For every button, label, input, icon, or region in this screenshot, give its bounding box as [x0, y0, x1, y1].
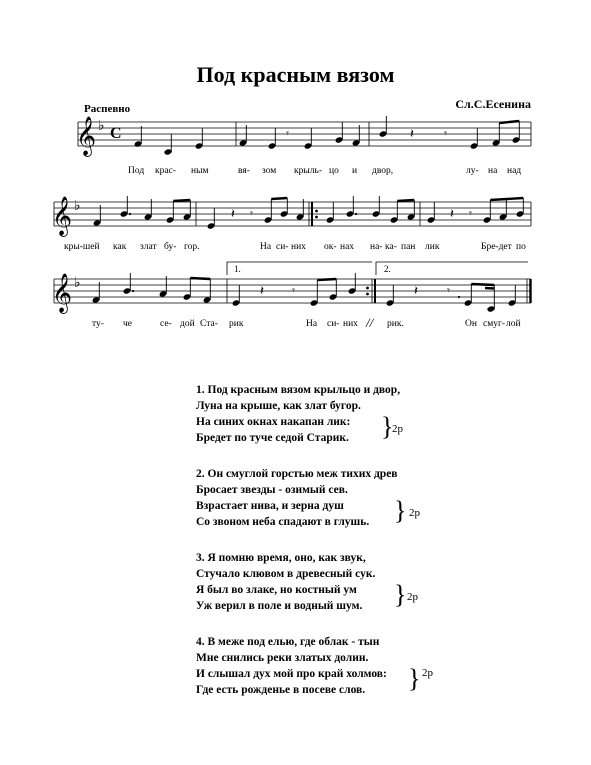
- syllable: крыль-: [294, 166, 322, 176]
- verse-line: Стучало клювом в древесный сук.: [196, 568, 376, 580]
- svg-text:𝄽: 𝄽: [231, 207, 235, 222]
- svg-text:𝄽: 𝄽: [410, 127, 414, 142]
- syllable: Бре-дет: [481, 242, 512, 252]
- syllable: Ста-: [200, 319, 218, 329]
- syllable: по: [516, 242, 526, 252]
- verse-line: 4. В меже под елью, где облак - тын: [196, 636, 380, 648]
- flat-sign-icon: ♭: [74, 198, 81, 214]
- syllable: на: [488, 166, 498, 176]
- treble-clef-icon: 𝄞: [52, 196, 73, 236]
- verse-line: Луна на крыше, как злат бугор.: [196, 400, 361, 412]
- syllable: на-: [370, 242, 383, 252]
- syllable: лик: [425, 242, 440, 252]
- syllable: пан: [401, 242, 416, 252]
- flat-sign-icon: ♭: [98, 118, 105, 134]
- syllable: и: [352, 166, 358, 176]
- syllable: Он: [465, 319, 477, 329]
- repeat-mark: 2р: [409, 507, 420, 519]
- syllable: злат: [140, 242, 157, 252]
- syllable: кры-шей: [64, 242, 100, 252]
- syllable: се-: [160, 319, 172, 329]
- syllable: рик.: [387, 319, 404, 329]
- syllable: ным: [191, 166, 209, 176]
- verse-line: На синих окнах накапан лик:: [196, 416, 351, 428]
- brace-icon: }: [381, 412, 394, 441]
- verse-line: Мне снились реки златых долин.: [196, 652, 369, 664]
- syllable: вя-: [238, 166, 250, 176]
- verse-line: Бредет по туче седой Старик.: [196, 432, 349, 444]
- verse-line: И слышал дух мой про край холмов:: [196, 668, 387, 680]
- common-time-icon: C: [110, 125, 122, 142]
- verse-line: Бросает звезды - озимый сев.: [196, 484, 348, 496]
- syllable: ок-: [324, 242, 337, 252]
- syllable: них: [343, 319, 358, 329]
- verse-line: Я был во злаке, но костный ум: [196, 584, 357, 596]
- syllable: двор,: [372, 166, 394, 176]
- volta-1: 1.: [234, 264, 241, 274]
- syllable: лой: [506, 319, 521, 329]
- syllable: над: [507, 166, 522, 176]
- verse-line: Уж верил в поле и водный шум.: [196, 600, 363, 612]
- flat-sign-icon: ♭: [74, 275, 81, 291]
- verse-line: 3. Я помню время, оно, как звук,: [196, 552, 366, 564]
- syllable: си-: [327, 319, 340, 329]
- verse-line: 1. Под красным вязом крыльцо и двор,: [196, 384, 401, 396]
- repeat-mark: 2р: [407, 591, 418, 603]
- syllable: че: [123, 319, 132, 329]
- svg-text:𝄽: 𝄽: [260, 284, 264, 299]
- syllable: крас-: [155, 166, 176, 176]
- repeat-mark: 2р: [422, 667, 433, 679]
- staff-system-1: [76, 116, 531, 157]
- syllable: ка-: [385, 242, 397, 252]
- verse-line: Взрастает нива, и зерна душ: [196, 500, 344, 512]
- verse-line: Где есть рожденье в посеве слов.: [196, 684, 366, 696]
- syllable: зом: [262, 166, 277, 176]
- svg-text:𝄾: 𝄾: [286, 127, 289, 140]
- verse-1: [196, 382, 403, 446]
- brace-icon: }: [394, 580, 407, 609]
- lyricist-credit: Сл.С.Есенина: [455, 97, 531, 111]
- syllable: На: [260, 242, 272, 252]
- notes-system-2: [93, 196, 525, 230]
- syllable: бу-: [164, 242, 177, 252]
- syllable: нах: [340, 242, 355, 252]
- brace-icon: }: [408, 664, 421, 693]
- staff-system-3: [52, 262, 531, 314]
- tempo-marking: Распевно: [84, 103, 131, 115]
- syllable: На: [306, 319, 318, 329]
- syllable: рик: [229, 319, 244, 329]
- brace-icon: }: [394, 496, 407, 525]
- repeat-mark: 2р: [392, 423, 403, 435]
- syllable: си-: [276, 242, 289, 252]
- song-title: Под красным вязом: [196, 62, 395, 87]
- verse-4: [196, 634, 433, 698]
- svg-text:𝄽: 𝄽: [450, 207, 454, 222]
- svg-text:𝄾: 𝄾: [250, 207, 253, 220]
- verse-3: [196, 550, 418, 614]
- verse-2: [196, 466, 420, 530]
- treble-clef-icon: 𝄞: [76, 116, 97, 156]
- verse-line: Со звоном неба спадают в глушь.: [196, 516, 370, 528]
- syllable: дой: [180, 319, 195, 329]
- verse-line: 2. Он смуглой горстью меж тихих древ: [196, 468, 398, 480]
- verses-block: [196, 382, 433, 718]
- svg-text:𝄾: 𝄾: [447, 284, 450, 297]
- volta-2: 2.: [384, 264, 391, 274]
- syllable: гор.: [184, 242, 200, 252]
- syllable: Под: [128, 166, 145, 176]
- syllable: них: [291, 242, 306, 252]
- syllable: лу-: [466, 166, 479, 176]
- syllable: ту-: [92, 319, 104, 329]
- syllable: как: [113, 242, 127, 252]
- staff-system-2: [52, 196, 531, 237]
- svg-text:𝄾: 𝄾: [444, 127, 447, 140]
- syllable: цо: [329, 166, 339, 176]
- syllable: смуг-: [483, 319, 506, 329]
- svg-text:𝄽: 𝄽: [414, 284, 418, 299]
- svg-text:𝄾: 𝄾: [469, 207, 472, 220]
- svg-text:𝄾: 𝄾: [292, 284, 295, 297]
- treble-clef-icon: 𝄞: [52, 273, 73, 313]
- breath-mark: //: [366, 315, 374, 330]
